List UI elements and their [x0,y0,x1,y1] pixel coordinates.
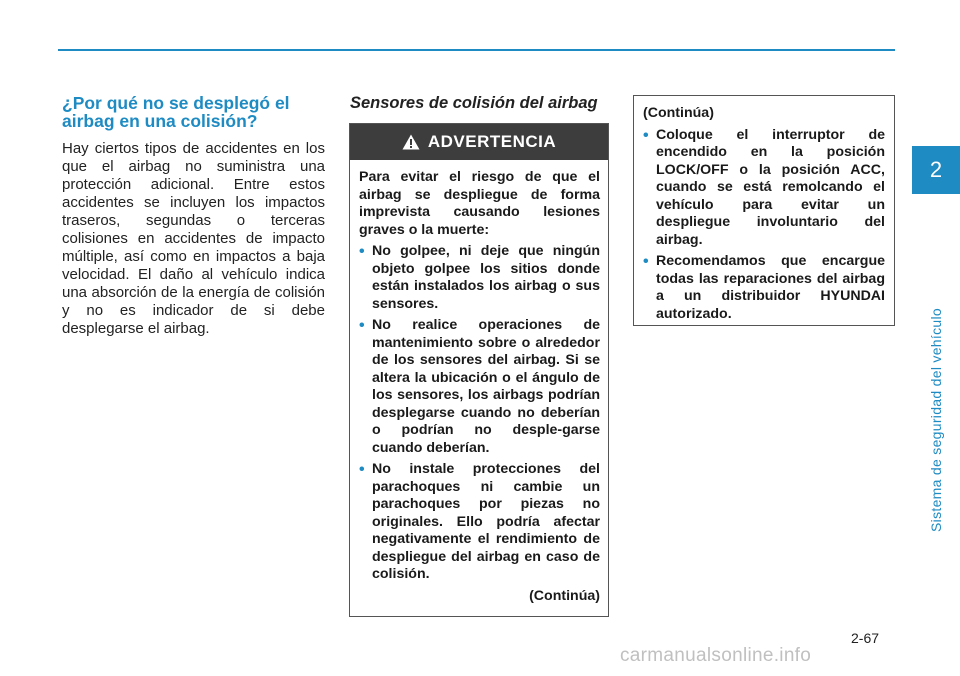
warning-content [350,160,608,605]
bullet-text: No realice operaciones de mantenimiento sobre o alrededor de los sensores del airbag. Si se altera la ubicación o el ángulo de los sensores, los airbags podrían desplegarse cuando no deberían o podrían no desple-garse cuando deberían. [372,317,600,456]
list-item [359,243,600,313]
bullet-icon: • [643,126,649,144]
left-body: Hay ciertos tipos de accidentes en los que el airbag no suministra una protección adicional. Entre estos accidentes se incluyen los impactos traseros, segundas o terceras colisiones en accidentes de impacto múltiple, así como en impactos a baja velocidad. El daño al vehículo indica una absorción de la energía de colisión y no es indicador de si debe desplegarse el airbag. [62,140,325,337]
bullet-text: No instale protecciones del parachoques ni cambie un parachoques por piezas no originales. Ello podría afectar negativamente el rendimiento de despliegue del airbag en caso de colisión. [372,461,600,582]
continues-label: (Continúa) [529,587,600,604]
watermark: carmanualsonline.info [620,645,812,666]
bullet-text: No golpee, ni deje que ningún objeto golpee los sitios donde están instalados los airbag o sus sensores. [372,243,600,312]
warning-title: ADVERTENCIA [427,132,557,151]
bullet-icon: • [643,253,649,270]
warning-intro: Para evitar el riesgo de que el airbag se despliegue de forma imprevista causando lesiones graves o la muerte: [359,169,600,238]
bullet-icon: • [359,461,365,478]
warning-bullets [359,243,600,584]
bullet-icon: • [359,317,365,334]
left-heading: ¿Por qué no se desplegó el airbag en una colisión? [62,93,290,131]
list-item [359,461,600,584]
sensors-heading: Sensores de colisión del airbag [350,94,598,112]
list-item [643,127,885,250]
top-rule [58,49,895,51]
section-number-tab [912,146,960,194]
bullet-text: Recomendamos que encargue todas las reparaciones del airbag a un distribuidor HYUNDAI autorizado. [656,253,885,322]
column-left [62,94,325,338]
warning-box [349,123,609,617]
continued-bullets [643,127,885,324]
list-item [359,317,600,457]
continued-box [633,95,895,326]
bullet-icon: • [359,243,365,260]
section-title: Sistema de seguridad del vehículo [928,308,944,532]
page-number: 2-67 [851,630,880,646]
continued-label: (Continúa) [643,105,714,121]
list-item [643,253,885,323]
bullet-text: Coloque el interruptor de encendido en la posición LOCK/OFF o la posición ACC, cuando se está remolcando el vehículo para evitar un despliegue involuntario del airbag. [656,126,885,248]
warning-header [350,124,608,160]
warning-triangle-icon [402,134,420,150]
section-number: 2 [929,157,943,182]
